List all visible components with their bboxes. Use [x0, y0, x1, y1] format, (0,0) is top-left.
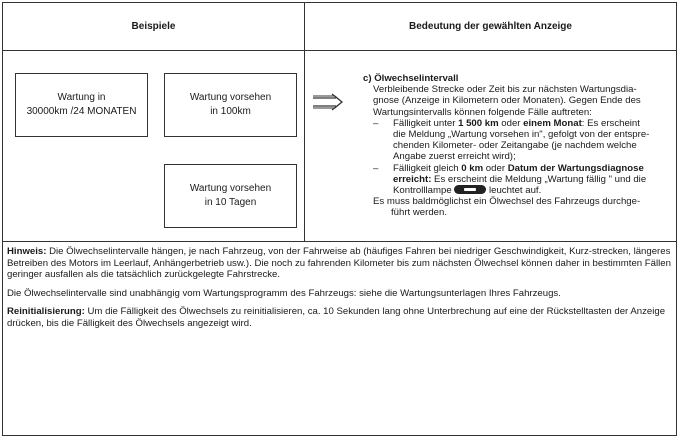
item-bold: Datum der Wartungsdiagnose	[507, 162, 644, 174]
item-text: Fälligkeit gleich	[393, 162, 462, 174]
item-bold: erreicht:	[393, 173, 432, 185]
item-text: Kontrolllampe	[393, 185, 455, 197]
item-continuation: die Meldung „Wartung vorsehen in", gefolgt von der entspre-	[393, 129, 650, 141]
hint-text: Die Ölwechselintervalle hängen, je nach Fahrzeug, von der Fahrweise ab (häufiges Fahren bei niedriger Geschwindigkeit, Kurz-strecken, längeres Betreiben des Motors im Leerlauf, Anhängerbetrieb usw.). Die noch zu fahrenden Kilometer bis zum nächsten Ölwechsel können daher in bestimmten Fällen geringer ausfallen als die tatsächlich zurückgelegte Fahrstrecke.	[7, 246, 671, 281]
bullet-dash: –	[373, 162, 379, 174]
reset-label: Reinitialisierung:	[7, 306, 85, 318]
outro-line: Es muss baldmöglichst ein Ölwechsel des Fahrzeugs durchge-	[373, 196, 641, 208]
list-item	[363, 118, 673, 129]
hint-paragraph	[7, 246, 675, 281]
double-arrow-icon	[312, 93, 344, 111]
list-item	[363, 163, 673, 174]
description-text	[363, 73, 673, 219]
item-continuation	[363, 185, 673, 196]
bullet-dash: –	[373, 117, 379, 129]
item-text: oder	[483, 162, 508, 174]
header-meaning: Bedeutung der gewählten Anzeige	[409, 21, 572, 32]
independence-paragraph: Die Ölwechselintervalle sind unabhängig vom Wartungsprogramm des Fahrzeugs: siehe die Wartungsunterlagen Ihres Fahrzeugs.	[7, 287, 561, 299]
item-continuation: Angabe zuerst erreicht wird);	[393, 151, 516, 163]
hint-label: Hinweis:	[7, 246, 47, 257]
intro-line: gnose (Anzeige in Kilometern oder Monaten). Gegen Ende des	[373, 95, 641, 107]
display-line: Wartung vorsehen	[189, 92, 272, 103]
display-line: Wartung in	[57, 92, 106, 103]
notes-section	[7, 246, 675, 337]
display-example-days	[164, 164, 297, 228]
display-line: 30000km /24 MONATEN	[26, 106, 137, 117]
intro-line: Verbleibende Strecke oder Zeit bis zur nächsten Wartungsdia-	[373, 84, 637, 96]
item-bold: 1 500 km	[458, 117, 499, 129]
display-line: in 100km	[210, 106, 251, 117]
reset-text: Um die Fälligkeit des Ölwechsels zu reinitialisieren, ca. 10 Sekunden lang ohne Unterbrechung auf eine der Rückstelltasten der Anzeige drücken, bis die Fälligkeit des Ölwechsels angezeigt wird.	[7, 306, 666, 329]
display-line: Wartung vorsehen	[189, 183, 272, 194]
table-header-row	[3, 3, 676, 51]
display-example-maintenance-in	[15, 73, 148, 137]
examples-cell	[3, 51, 305, 241]
item-continuation	[363, 174, 673, 185]
item-text: oder	[498, 117, 524, 129]
item-text: Es erscheint die Meldung „Wartung fällig " und die	[431, 173, 647, 185]
display-line: in 10 Tagen	[204, 197, 257, 208]
table-body-row	[3, 51, 676, 242]
outro-line: führt werden.	[391, 207, 447, 219]
item-text: leuchtet auf.	[486, 185, 542, 197]
item-continuation: chenden Kilometer- oder Zeitangabe (je nachdem welche	[393, 140, 637, 152]
item-text: : Es erscheint	[581, 117, 640, 129]
display-example-km	[164, 73, 297, 137]
reset-paragraph	[7, 306, 675, 329]
item-bold: einem Monat	[523, 117, 582, 129]
section-heading: c) Ölwechselintervall	[363, 73, 459, 84]
item-bold: 0 km	[461, 162, 484, 174]
header-examples: Beispiele	[3, 3, 305, 50]
item-text: Fälligkeit unter	[393, 117, 459, 129]
intro-line: Wartungsintervalls können folgende Fälle auftreten:	[373, 106, 592, 118]
instruction-table	[2, 2, 677, 436]
oil-can-icon	[454, 185, 486, 194]
